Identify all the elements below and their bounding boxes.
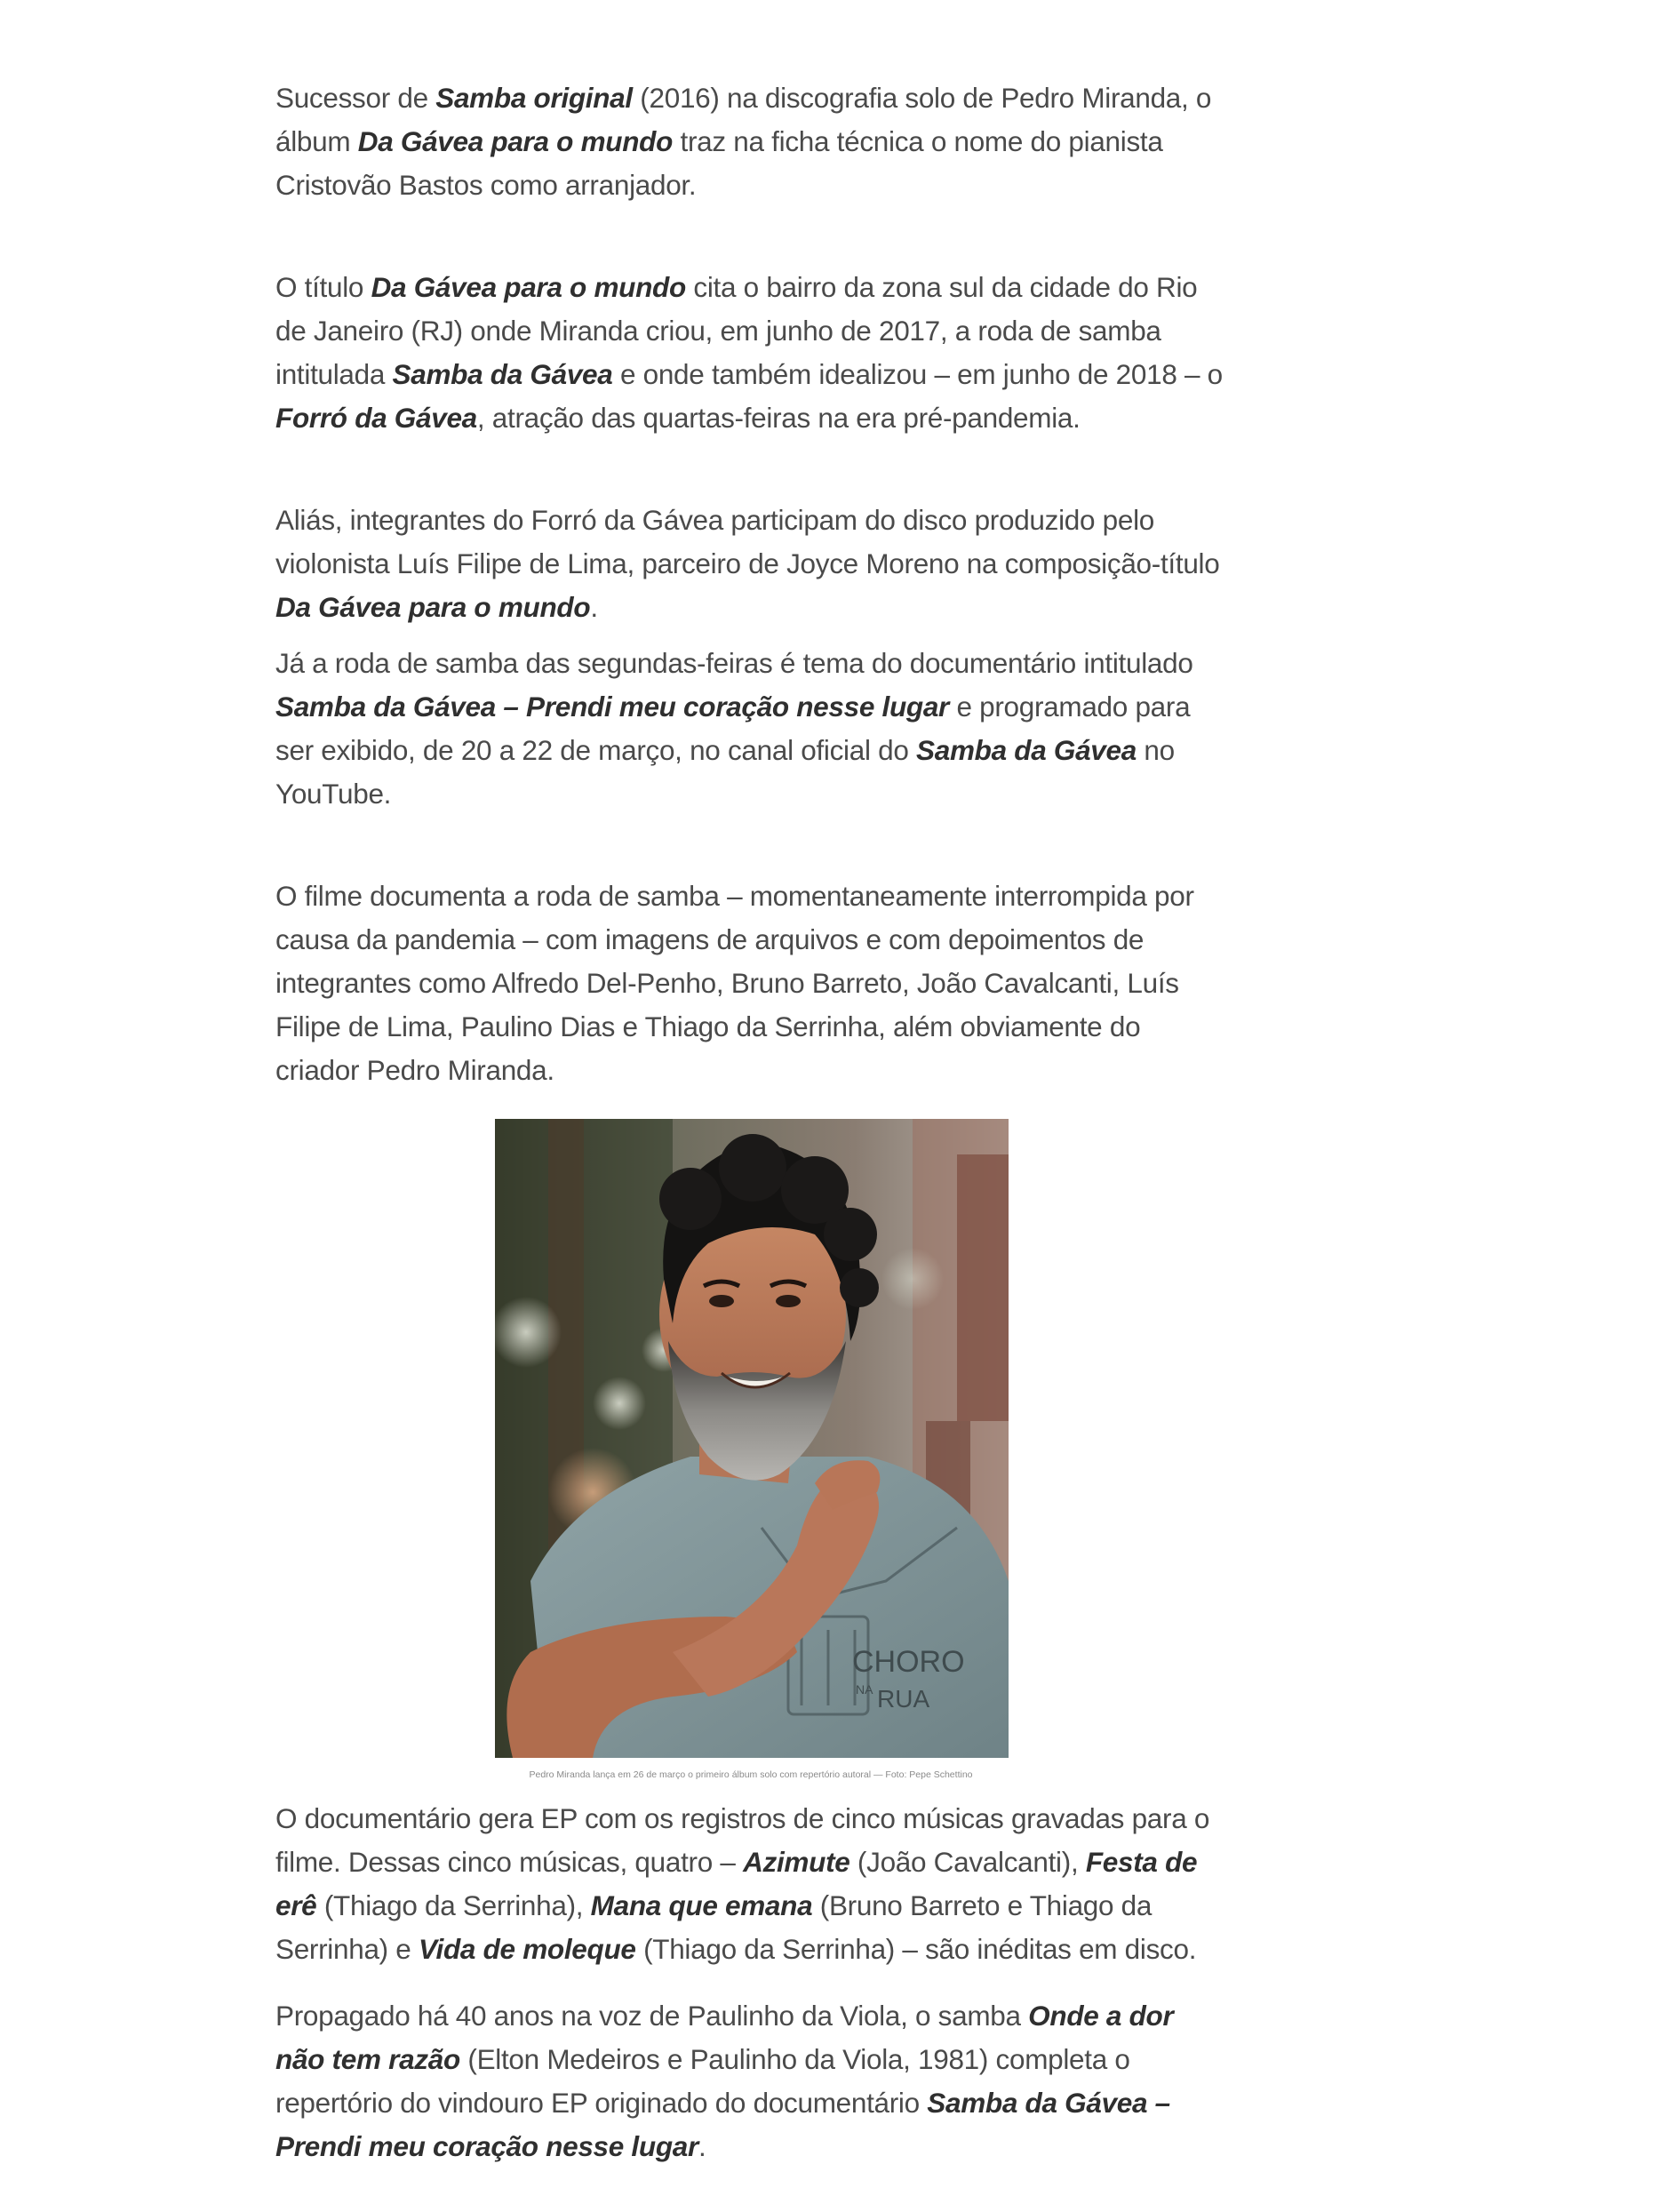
event-title-forro-da-gavea: Forró da Gávea — [275, 402, 477, 434]
article-figure — [275, 1119, 1226, 1781]
paragraph-3 — [275, 499, 1226, 629]
text: O documentário gera EP com os registros de cinco músicas gravadas para o filme. Dessas cinco músicas, quatro – — [275, 1802, 1210, 1878]
song-title-da-gavea: Da Gávea para o mundo — [275, 591, 591, 623]
song-title-azimute: Azimute — [743, 1846, 850, 1878]
text: O título — [275, 271, 371, 303]
song-title-vida-de-moleque: Vida de moleque — [418, 1933, 636, 1965]
text: (Thiago da Serrinha), — [316, 1889, 591, 1921]
paragraph-5 — [275, 874, 1226, 1092]
paragraph-6 — [275, 1797, 1226, 1971]
text: . — [590, 591, 598, 623]
text: . — [698, 2130, 706, 2162]
text: (João Cavalcanti), — [849, 1846, 1086, 1878]
shirt-text-choro: CHORO — [852, 1645, 965, 1679]
text: Já a roda de samba das segundas-feiras é tema do documentário intitulado — [275, 647, 1193, 679]
photo-caption: Pedro Miranda lança em 26 de março o primeiro álbum solo com repertório autoral — Foto: Pepe Schettino — [529, 1769, 973, 1780]
shirt-text-rua: RUA — [877, 1685, 930, 1713]
paragraph-2 — [275, 266, 1226, 440]
song-title-festa-de-ere: Festa de erê — [275, 1846, 1198, 1921]
text: e onde também idealizou – em junho de 2018 – o — [612, 358, 1223, 390]
text: no YouTube. — [275, 734, 1175, 810]
album-title-samba-original: Samba original — [435, 82, 633, 114]
text: (2016) na discografia solo de Pedro Miranda, o álbum — [275, 82, 1212, 157]
event-title-samba-da-gavea: Samba da Gávea — [392, 358, 613, 390]
text: traz na ficha técnica o nome do pianista Cristovão Bastos como arranjador. — [275, 125, 1163, 201]
text: (Elton Medeiros e Paulinho da Viola, 1981) completa o repertório do vindouro EP originado do documentário — [275, 2043, 1130, 2119]
text: O filme documenta a roda de samba – momentaneamente interrompida por causa da pandemia – com imagens de arquivos e com depoimentos de integrantes como Alfredo Del-Penho, Bruno Barreto, João Cavalcanti, Luís Filipe de Lima, Paulino Dias e Thiago da Serrinha, além obviamente do criador Pedro Miranda. — [275, 880, 1194, 1086]
portrait-illustration — [495, 1119, 1009, 1758]
text: e programado para ser exibido, de 20 a 22 de março, no canal oficial do — [275, 691, 1191, 766]
text: Propagado há 40 anos na voz de Paulinho da Viola, o samba — [275, 2000, 1029, 2032]
album-title-da-gavea: Da Gávea para o mundo — [371, 271, 686, 303]
portrait-photo — [495, 1119, 1009, 1758]
article-body — [275, 76, 1226, 2168]
paragraph-1 — [275, 76, 1226, 207]
song-title-mana-que-emana: Mana que emana — [590, 1889, 813, 1921]
channel-title-samba-da-gavea: Samba da Gávea — [916, 734, 1137, 766]
paragraph-7 — [275, 1994, 1226, 2168]
shirt-text-na: NA — [856, 1682, 873, 1697]
song-title-onde-a-dor: Onde a dor não tem razão — [275, 2000, 1174, 2075]
text: , atração das quartas-feiras na era pré-pandemia. — [476, 402, 1081, 434]
text: cita o bairro da zona sul da cidade do Rio de Janeiro (RJ) onde Miranda criou, em junho de 2017, a roda de samba intitulada — [275, 271, 1198, 390]
documentary-title: Samba da Gávea – Prendi meu coração nesse lugar — [275, 2087, 1170, 2162]
text: (Bruno Barreto e Thiago da Serrinha) e — [275, 1889, 1153, 1965]
album-title-da-gavea: Da Gávea para o mundo — [357, 125, 674, 157]
paragraph-4 — [275, 642, 1226, 816]
text: Aliás, integrantes do Forró da Gávea participam do disco produzido pelo violonista Luís Filipe de Lima, parceiro de Joyce Moreno na composição-título — [275, 504, 1220, 579]
documentary-title: Samba da Gávea – Prendi meu coração nesse lugar — [275, 691, 950, 723]
text: (Thiago da Serrinha) – são inéditas em disco. — [635, 1933, 1197, 1965]
text: Sucessor de — [275, 82, 436, 114]
